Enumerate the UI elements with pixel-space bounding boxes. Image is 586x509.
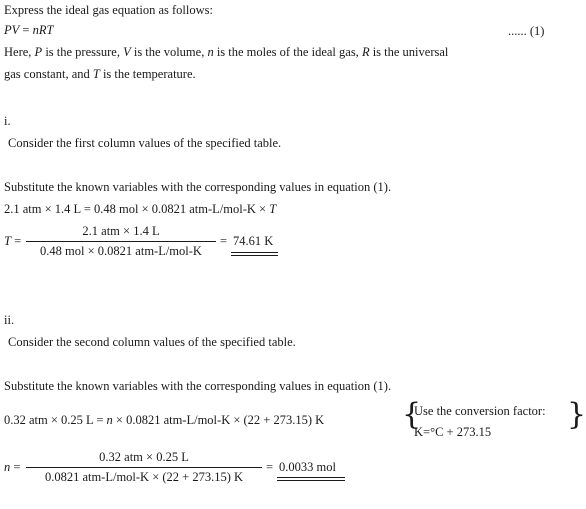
part-ii-substituted-equation [4,413,324,428]
intro-text: Express the ideal gas equation as follows: [4,3,213,17]
fraction-numerator: 0.32 atm × 0.25 L [99,450,189,464]
part-ii-result-equals: = [266,460,274,474]
part-i-fraction [26,224,216,264]
def-text: is the pressure, [42,45,124,59]
def-text: is the moles of the ideal gas, [213,45,362,59]
eq-var: n [106,413,113,427]
part-i-consider: Consider the first column values of the specified table. [8,136,282,150]
part-i-result: 74.61 K [233,234,274,248]
eq-text: 0.32 atm × 0.25 L = [4,413,107,427]
equation-number: ...... (1) [508,24,545,38]
fraction-numerator: 2.1 atm × 1.4 L [82,224,160,238]
fraction-denominator: 0.48 mol × 0.0821 atm-L/mol-K [40,244,202,258]
def-text: Here, [4,45,35,59]
fraction-denominator: 0.0821 atm-L/mol-K × (22 + 273.15) K [44,470,244,484]
def-text: is the universal [369,45,449,59]
equation-lhs: PV [4,23,20,37]
eq-text: 2.1 atm × 1.4 L = 0.48 mol × 0.0821 atm-L/mol-K × [4,202,270,216]
result-double-underline [231,252,278,256]
right-brace: } [567,397,586,432]
def-text: is the temperature. [99,67,196,81]
part-i-substitute: Substitute the known variables with the corresponding values in equation (1). [4,180,392,194]
def-var: n [207,45,214,59]
part-ii-substitute: Substitute the known variables with the corresponding values in equation (1). [4,379,392,393]
part-i-T-label [4,234,21,249]
part-i-result-equals: = [220,234,228,248]
part-ii-fraction [26,450,262,490]
def-text: is the volume, [130,45,208,59]
ideal-gas-equation [4,23,53,38]
def-text: gas constant, and [4,67,93,81]
part-i-label: i. [4,114,11,128]
left-brace: { [402,397,422,432]
part-ii-label: ii. [4,313,15,327]
eq-text: × 0.0821 atm-L/mol-K × (22 + 273.15) K [112,413,325,427]
eq-equals: = [10,234,22,248]
eq-var: T [4,234,11,248]
part-ii-result: 0.0033 mol [279,460,336,474]
def-var: P [34,45,43,59]
eq-var: T [269,202,277,216]
result-double-underline [277,477,345,481]
conversion-note-line2: K=°C + 273.15 [414,425,492,439]
variable-definitions [4,45,448,60]
conversion-note-line1: Use the conversion factor: [414,404,546,418]
part-ii-n-label [4,460,20,475]
equation-rhs: nRT [32,23,54,37]
eq-equals: = [10,460,21,474]
fraction-bar [26,467,262,468]
fraction-bar [26,241,216,242]
def-var: R [361,45,370,59]
part-i-substituted-equation [4,202,276,217]
def-var: V [123,45,131,59]
def-var: T [92,67,100,81]
eq-var: n [4,460,11,474]
variable-definitions-cont [4,67,196,82]
part-ii-consider: Consider the second column values of the specified table. [8,335,296,349]
equation-equals: = [19,23,33,37]
